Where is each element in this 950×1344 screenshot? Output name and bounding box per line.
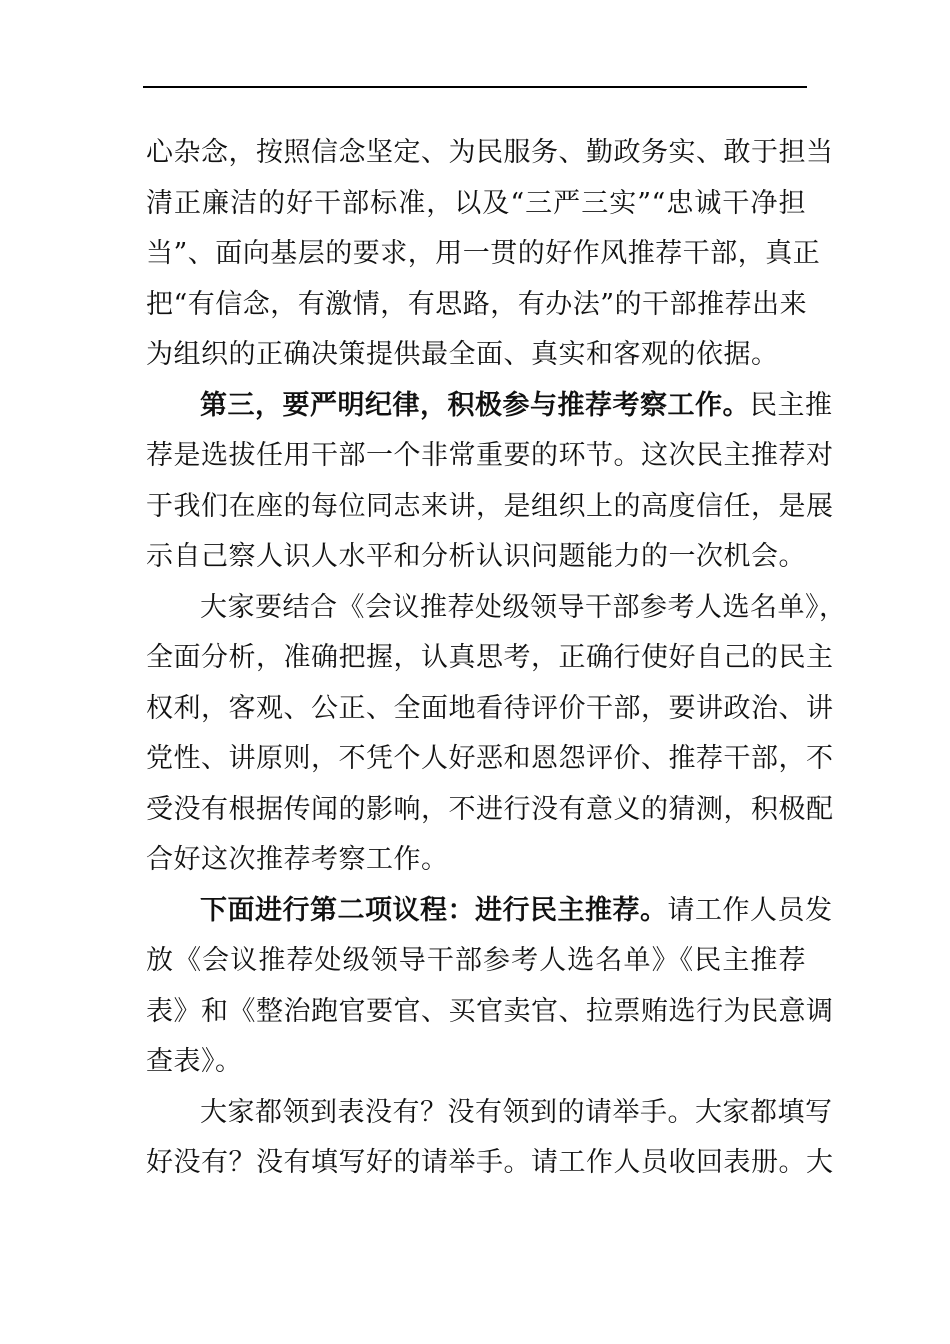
text-line: 示自己察人识人水平和分析认识问题能力的一次机会。 (146, 541, 806, 572)
text-line (146, 886, 833, 937)
text-line: 权利，客观、公正、全面地看待评价干部，要讲政治、讲 (146, 692, 834, 724)
paragraph-1 (146, 128, 834, 381)
bold-heading: 下面进行第二项议程：进行民主推荐。 (200, 894, 668, 926)
text-line (146, 381, 833, 432)
text-line: 清正廉洁的好干部标准，以及“三严三实”“忠诚干净担 (146, 187, 806, 219)
text-run: 请工作人员发 (667, 894, 833, 926)
text-line: 放《会议推荐处级领导干部参考人选名单》《民主推荐 (146, 945, 806, 976)
text-line: 查表》。 (146, 1046, 243, 1077)
text-line: 全面分析，准确把握，认真思考，正确行使好自己的民主 (146, 642, 834, 673)
text-line: 当”、面向基层的要求，用一贯的好作风推荐干部，真正 (146, 238, 821, 269)
paragraph-2 (146, 381, 834, 583)
document-body (146, 128, 847, 1189)
paragraph-5 (146, 1088, 834, 1189)
text-line: 表》和《整治跑官要官、买官卖官、拉票贿选行为民意调 (146, 995, 834, 1027)
paragraph-3 (146, 583, 847, 886)
text-line: 大家要结合《会议推荐处级领导干部参考人选名单》， (200, 591, 847, 623)
text-line: 合好这次推荐考察工作。 (146, 844, 449, 875)
text-line: 党性、讲原则，不凭个人好恶和恩怨评价、推荐干部，不 (146, 743, 834, 774)
text-line: 心杂念，按照信念坚定、为民服务、勤政务实、敢于担当 (146, 137, 834, 168)
text-line: 于我们在座的每位同志来讲，是组织上的高度信任，是展 (146, 490, 834, 522)
text-line: 为组织的正确决策提供最全面、真实和客观的依据。 (146, 339, 779, 370)
header-rule (143, 86, 807, 88)
text-line: 把“有信念，有激情，有思路，有办法”的干部推荐出来 (146, 288, 808, 320)
text-line: 大家都领到表没有？没有领到的请举手。大家都填写 (200, 1096, 833, 1128)
text-line: 好没有？没有填写好的请举手。请工作人员收回表册。大 (146, 1147, 834, 1178)
text-line: 荐是选拔任用干部一个非常重要的环节。这次民主推荐对 (146, 440, 834, 471)
bold-heading: 第三，要严明纪律，积极参与推荐考察工作。 (200, 389, 750, 421)
text-run: 民主推 (750, 389, 833, 421)
text-line: 受没有根据传闻的影响，不进行没有意义的猜测，积极配 (146, 793, 834, 825)
paragraph-4 (146, 886, 834, 1088)
